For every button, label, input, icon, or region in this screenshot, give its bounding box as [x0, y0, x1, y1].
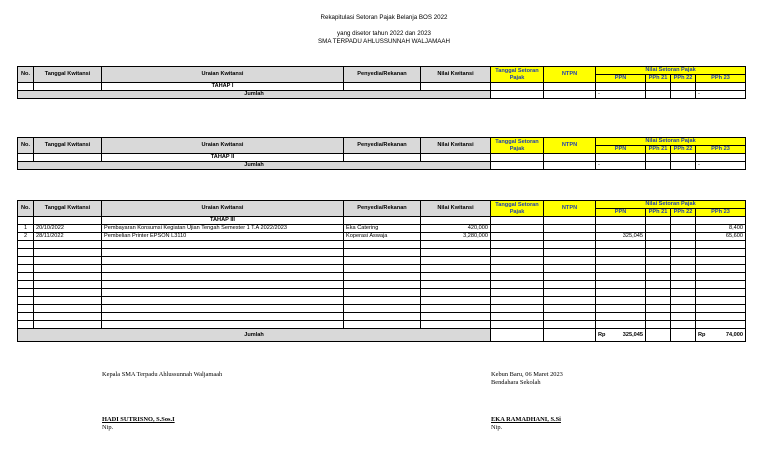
- col-nilai-setoran: Nilai Setoran Pajak: [596, 201, 746, 209]
- table-row: [18, 241, 746, 249]
- report-title: Rekapitulasi Setoran Pajak Belanja BOS 2022: [320, 14, 448, 21]
- col-no: No.: [18, 138, 34, 154]
- table-row: [18, 281, 746, 289]
- col-nilai: Nilai Kwitansi: [421, 201, 491, 217]
- col-ppn: PPN: [596, 209, 646, 217]
- table-tahap-2: [17, 137, 746, 170]
- col-ntpn: NTPN: [544, 201, 596, 217]
- table-row: [18, 321, 746, 329]
- tahap-label: TAHAP I: [102, 83, 344, 91]
- jumlah-row: [18, 91, 746, 99]
- col-pph22: PPh 22: [671, 75, 696, 83]
- treasurer-nip: Nip.: [491, 424, 503, 431]
- table-row: [18, 273, 746, 281]
- row-uraian: Pembayaran Konsumsi Kegiatan Ujian Tengah Semester 1 T.A 2022/2023: [102, 225, 344, 233]
- total-ppn: -: [596, 91, 646, 99]
- table-row: [18, 249, 746, 257]
- col-no: No.: [18, 201, 34, 217]
- row-uraian: Pembelian Printer EPSON L3110: [102, 233, 344, 241]
- col-tgl-setoran: Tanggal Setoran Pajak: [491, 138, 544, 154]
- report-subtitle: yang disetor tahun 2022 dan 2023: [337, 30, 431, 37]
- row-ppn: [596, 225, 646, 233]
- col-ppn: PPN: [596, 146, 646, 154]
- col-pph23: PPh 23: [696, 209, 746, 217]
- col-ppn: PPN: [596, 75, 646, 83]
- row-ppn: 325,045: [596, 233, 646, 241]
- treasurer-title: Bendahara Sekolah: [491, 379, 541, 386]
- col-pph21: PPh 21: [646, 75, 671, 83]
- table-row: [18, 265, 746, 273]
- row-nilai: 420,000: [421, 225, 491, 233]
- total-pph23-value: 74,000: [725, 331, 743, 338]
- headmaster-nip: Nip.: [102, 424, 114, 431]
- col-pph21: PPh 21: [646, 146, 671, 154]
- jumlah-row: [18, 329, 746, 342]
- col-nilai-setoran: Nilai Setoran Pajak: [596, 138, 746, 146]
- col-penyedia: Penyedia/Rekanan: [344, 138, 421, 154]
- col-uraian: Uraian Kwitansi: [102, 201, 344, 217]
- col-pph22: PPh 22: [671, 209, 696, 217]
- col-pph23: PPh 23: [696, 75, 746, 83]
- school-name: SMA TERPADU AHLUSSUNNAH WALJAMAAH: [318, 38, 450, 45]
- col-uraian: Uraian Kwitansi: [102, 67, 344, 83]
- table-row: [18, 217, 746, 225]
- signature-left: [102, 371, 222, 379]
- tahap-label: TAHAP II: [102, 154, 344, 162]
- col-tanggal: Tanggal Kwitansi: [34, 201, 102, 217]
- table-row: [18, 313, 746, 321]
- signature-left-name-block: [102, 416, 175, 432]
- table-row: [18, 289, 746, 297]
- signature-right-name-block: [491, 416, 561, 432]
- jumlah-row: [18, 162, 746, 170]
- total-pph23: [696, 329, 746, 342]
- row-no: 2: [18, 233, 34, 241]
- total-pph23: -: [696, 91, 746, 99]
- col-pph21: PPh 21: [646, 209, 671, 217]
- total-pph23: -: [696, 162, 746, 170]
- row-penyedia: Eka Catering: [344, 225, 421, 233]
- table-row: [18, 154, 746, 162]
- treasurer-name: EKA RAMADHANI, S.Si: [491, 416, 561, 423]
- col-pph22: PPh 22: [671, 146, 696, 154]
- signature-right: [491, 371, 563, 387]
- row-pph23: 65,600: [696, 233, 746, 241]
- col-ntpn: NTPN: [544, 138, 596, 154]
- col-tanggal: Tanggal Kwitansi: [34, 67, 102, 83]
- table-row: [18, 305, 746, 313]
- col-pph23: PPh 23: [696, 146, 746, 154]
- table-tahap-1: [17, 66, 746, 99]
- table-row: [18, 297, 746, 305]
- col-no: No.: [18, 67, 34, 83]
- table-row: [18, 233, 746, 241]
- jumlah-label: Jumlah: [18, 162, 491, 170]
- headmaster-name: HADI SUTRISNO, S.Sos.I: [102, 416, 175, 423]
- col-nilai: Nilai Kwitansi: [421, 67, 491, 83]
- headmaster-title: Kepala SMA Terpadu Ahlussunnah Waljamaah: [102, 371, 223, 378]
- table-row: [18, 257, 746, 265]
- col-tgl-setoran: Tanggal Setoran Pajak: [491, 201, 544, 217]
- row-tanggal: 20/10/2022: [34, 225, 102, 233]
- row-nilai: 3,280,000: [421, 233, 491, 241]
- col-tgl-setoran: Tanggal Setoran Pajak: [491, 67, 544, 83]
- jumlah-label: Jumlah: [18, 91, 491, 99]
- col-penyedia: Penyedia/Rekanan: [344, 67, 421, 83]
- jumlah-label: Jumlah: [18, 329, 491, 342]
- total-ppn: -: [596, 162, 646, 170]
- total-ppn: [596, 329, 646, 342]
- col-tanggal: Tanggal Kwitansi: [34, 138, 102, 154]
- col-nilai: Nilai Kwitansi: [421, 138, 491, 154]
- row-pph23: 8,400: [696, 225, 746, 233]
- currency-label: Rp: [698, 331, 706, 338]
- row-no: 1: [18, 225, 34, 233]
- table-tahap-3: [17, 200, 746, 342]
- table-row: [18, 225, 746, 233]
- col-nilai-setoran: Nilai Setoran Pajak: [596, 67, 746, 75]
- tahap-label: TAHAP III: [102, 217, 344, 225]
- row-tanggal: 28/11/2022: [34, 233, 102, 241]
- row-penyedia: Koperasi Aswaja: [344, 233, 421, 241]
- col-uraian: Uraian Kwitansi: [102, 138, 344, 154]
- col-ntpn: NTPN: [544, 67, 596, 83]
- currency-label: Rp: [598, 331, 606, 338]
- col-penyedia: Penyedia/Rekanan: [344, 201, 421, 217]
- total-ppn-value: 325,045: [622, 331, 643, 338]
- place-date: Kebun Baru, 06 Maret 2023: [491, 371, 563, 378]
- table-row: [18, 83, 746, 91]
